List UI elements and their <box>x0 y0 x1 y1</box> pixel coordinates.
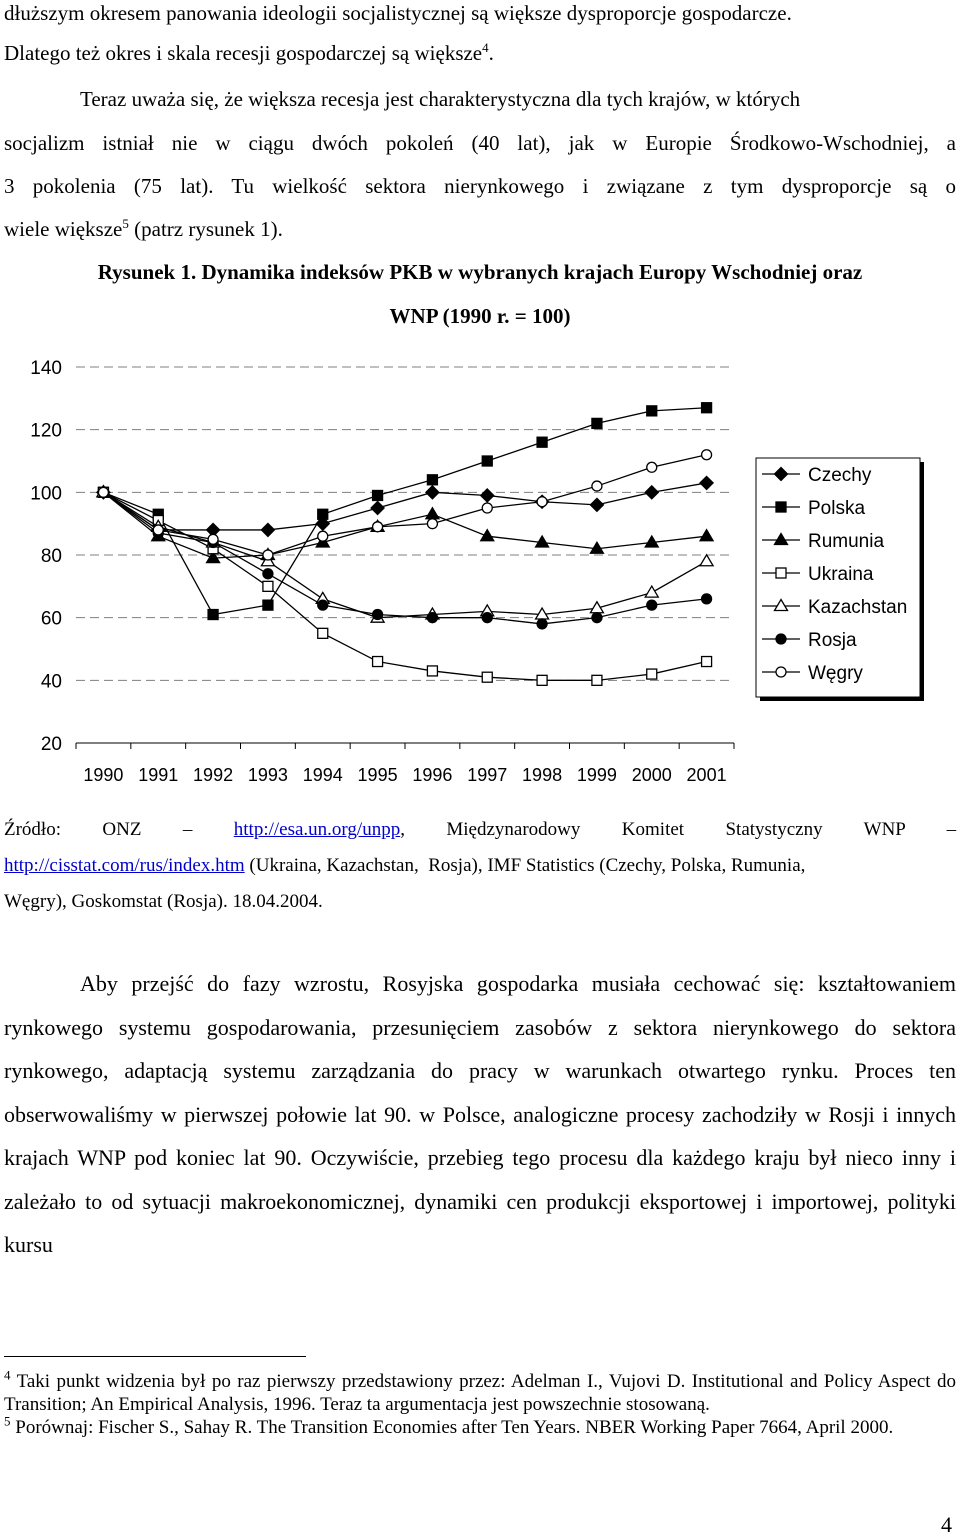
footnote-text: Porównaj: Fischer S., Sahay R. The Transition Economies after Ten Years. NBER Working Paper 7664, April 2000. <box>10 1417 894 1438</box>
data-point <box>700 555 713 566</box>
x-tick-label: 1991 <box>138 765 179 785</box>
legend-label: Czechy <box>808 465 872 486</box>
figure-title-line2: WNP (1990 r. = 100) <box>389 304 571 328</box>
data-point <box>700 476 713 489</box>
x-tick-label: 1996 <box>412 765 453 785</box>
chart-axes <box>30 358 734 785</box>
footnote-mark: 4 <box>4 1367 11 1383</box>
data-point <box>318 509 328 519</box>
data-point <box>537 675 547 685</box>
legend-marker <box>776 634 786 644</box>
data-point <box>592 613 602 623</box>
figure-title-line1: Rysunek 1. Dynamika indeksów PKB w wybranych krajach Europy Wschodniej oraz <box>97 260 863 284</box>
source-word: Komitet <box>621 819 685 840</box>
data-point <box>482 456 492 466</box>
data-point <box>537 497 547 507</box>
footnote-ref[interactable]: 5 <box>122 216 129 231</box>
series-wgry <box>98 450 711 560</box>
footnote-text: Taki punkt widzenia był po raz pierwszy przedstawiony przez: Adelman I., Vujovi D. Institutional and Policy Aspect do Transition; An Empirical Analysis, 1996. Teraz ta argumentacja jest powszechnie stosowaną. <box>4 1371 956 1415</box>
x-tick-label: 2000 <box>631 765 672 785</box>
text-span: Dlatego też okres i skala recesji gospodarczej są większe <box>4 41 483 65</box>
data-point <box>590 498 603 511</box>
comma: , <box>400 819 405 840</box>
series-kazachstan <box>97 486 713 622</box>
footnote-ref[interactable]: 4 <box>482 40 489 55</box>
text-line <box>4 0 792 26</box>
data-point <box>427 519 437 529</box>
footnote-4 <box>4 1367 956 1416</box>
data-point <box>263 569 273 579</box>
data-point <box>426 508 439 519</box>
data-point <box>482 613 492 623</box>
source-label: Źródło: <box>4 819 61 840</box>
data-point <box>702 450 712 460</box>
text-span: . <box>488 41 494 65</box>
gdp-index-chart <box>0 340 960 800</box>
data-point <box>481 530 494 541</box>
data-point <box>700 530 713 541</box>
series-czechy <box>97 476 713 536</box>
data-point <box>645 586 658 597</box>
legend-label: Rosja <box>808 630 857 651</box>
series-rosja <box>98 487 711 629</box>
data-point <box>318 600 328 610</box>
source-dash: – <box>182 819 193 840</box>
data-point <box>645 486 658 499</box>
data-point <box>537 619 547 629</box>
data-point <box>592 481 602 491</box>
text-span: dłuższym okresem panowania ideologii socjalistycznej są większe dysproporcje gospodarcze. <box>4 1 792 25</box>
footnote-rule <box>4 1356 306 1357</box>
source-word: WNP <box>863 819 906 840</box>
x-tick-label: 1993 <box>247 765 288 785</box>
y-tick-label: 40 <box>40 671 62 693</box>
x-tick-label: 2001 <box>686 765 727 785</box>
source-dash: – <box>946 819 957 840</box>
data-point <box>427 666 437 676</box>
legend-label: Ukraina <box>808 564 874 585</box>
data-point <box>208 534 218 544</box>
legend-marker <box>776 568 786 578</box>
data-point <box>153 525 163 535</box>
legend-marker <box>776 502 786 512</box>
x-tick-label: 1994 <box>302 765 343 785</box>
chart-legend <box>756 458 924 701</box>
y-tick-label: 80 <box>40 546 62 567</box>
y-tick-label: 20 <box>40 734 62 755</box>
data-point <box>261 523 274 536</box>
data-point <box>371 502 384 515</box>
data-point <box>647 406 657 416</box>
data-point <box>481 489 494 502</box>
y-tick-label: 140 <box>30 358 62 379</box>
data-point <box>592 418 602 428</box>
source-line2 <box>4 854 956 878</box>
source-onz: ONZ <box>102 819 142 840</box>
y-tick-label: 60 <box>40 608 62 630</box>
esa-un-link[interactable] <box>234 819 405 840</box>
legend-label: Kazachstan <box>808 597 908 618</box>
data-point <box>482 672 492 682</box>
series-ukraina <box>98 487 711 685</box>
series-line <box>103 408 706 615</box>
series-polska <box>98 403 711 620</box>
data-point <box>208 610 218 620</box>
text-span: 3 pokolenia (75 lat). Tu wielkość sektora nierynkowego i związane z tym dysproporcje są o <box>4 174 956 198</box>
data-point <box>318 628 328 638</box>
text-line <box>4 40 494 66</box>
text-line <box>4 216 283 242</box>
data-point <box>373 610 383 620</box>
y-tick-label: 120 <box>30 420 62 442</box>
data-point <box>263 581 273 591</box>
data-point <box>373 490 383 500</box>
text-line <box>4 130 956 156</box>
data-point <box>263 600 273 610</box>
data-point <box>537 437 547 447</box>
text-span: Teraz uważa się, że większa recesja jest charakterystyczna dla tych krajów, w których <box>80 87 801 111</box>
source-word: Międzynarodowy <box>446 819 581 840</box>
x-tick-label: 1999 <box>576 765 617 785</box>
legend-label: Polska <box>808 498 866 519</box>
text-span: socjalizm istniał nie w ciągu dwóch pokoleń (40 lat), jak w Europie Środkowo-Wschodniej, a <box>4 131 956 155</box>
data-point <box>647 462 657 472</box>
text-span: wiele większe <box>4 217 123 241</box>
footnote-mark: 5 <box>4 1413 11 1429</box>
data-point <box>647 600 657 610</box>
y-tick-label: 100 <box>30 483 62 505</box>
legend-label: Rumunia <box>808 531 885 552</box>
data-point <box>647 669 657 679</box>
series-rumunia <box>97 486 713 563</box>
data-point <box>482 503 492 513</box>
text-line <box>80 86 800 112</box>
data-point <box>427 613 437 623</box>
legend-marker <box>776 667 786 677</box>
data-point <box>373 657 383 667</box>
cisstat-link[interactable]: http://cisstat.com/rus/index.htm <box>4 855 245 876</box>
data-point <box>263 550 273 560</box>
data-point <box>98 487 108 497</box>
legend-label: Węgry <box>808 663 863 684</box>
source-text: (Ukraina, Kazachstan, Rosja), IMF Statistics (Czechy, Polska, Rumunia, <box>244 855 806 876</box>
series-line <box>103 492 706 624</box>
page-number: 4 <box>941 1512 952 1537</box>
link-text: http://esa.un.org/unpp <box>233 819 401 840</box>
text-span: (patrz rysunek 1). <box>128 217 283 241</box>
x-tick-label: 1990 <box>83 765 124 785</box>
source-word: Statystyczny <box>725 819 823 840</box>
footnote-5 <box>4 1413 956 1439</box>
data-point <box>427 475 437 485</box>
data-point <box>318 531 328 541</box>
series-line <box>103 483 706 530</box>
series-line <box>103 455 706 555</box>
source-line1 <box>4 818 956 842</box>
x-tick-label: 1995 <box>357 765 398 785</box>
body-paragraph: Aby przejść do fazy wzrostu, Rosyjska gospodarka musiała cechować się: kształtowaniem rynkowego systemu gospodarowania, przesunięciem zasobów z sektora nierynkowego do sektora rynkowego, adaptacją systemu zarządzania do pracy w warunkach otwartego rynku. Proces ten obserwowaliśmy w pierwszej połowie lat 90. w Polsce, analogiczne procesy zachodziły w Rosji i innych krajach WNP pod koniec lat 90. Oczywiście, przebieg tego procesu dla każdego kraju był nieco inny i zależało to od sytuacji makroekonomicznej, dynamiki cen produkcji eksportowej i importowej, polityki kursu <box>4 971 956 1257</box>
x-tick-label: 1992 <box>193 765 234 785</box>
text-line <box>4 173 956 199</box>
data-point <box>373 522 383 532</box>
x-tick-label: 1998 <box>522 765 563 785</box>
x-tick-label: 1997 <box>467 765 508 785</box>
data-point <box>426 486 439 499</box>
data-point <box>592 675 602 685</box>
data-point <box>702 657 712 667</box>
data-point <box>702 594 712 604</box>
data-point <box>702 403 712 413</box>
source-line3: Węgry), Goskomstat (Rosja). 18.04.2004. <box>4 891 323 912</box>
chart-series <box>97 403 713 686</box>
